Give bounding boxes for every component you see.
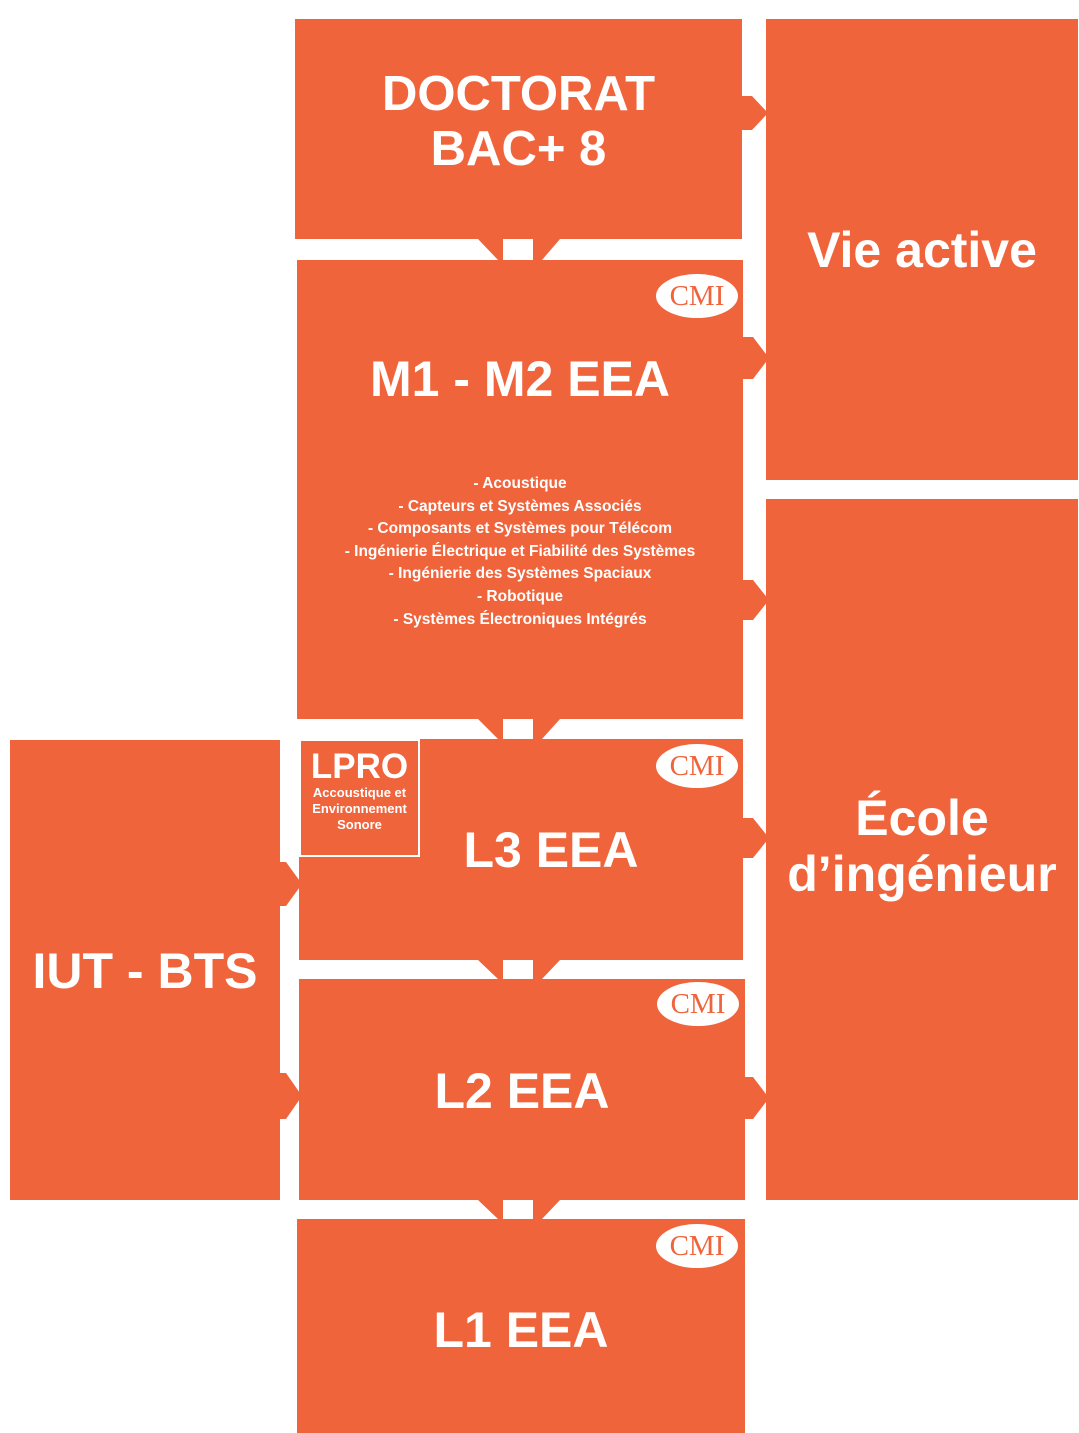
iut-bts-label: IUT - BTS: [32, 943, 258, 999]
vie-active-label: Vie active: [807, 222, 1037, 278]
arrow-right-icon: [743, 580, 769, 620]
arrow-right-icon: [280, 862, 302, 906]
ecole-line2: d’ingénieur: [787, 846, 1057, 902]
doctorat-line1: DOCTORAT: [381, 67, 656, 121]
l2-label: L2 EEA: [434, 1063, 610, 1119]
cmi-badge: CMI: [656, 1224, 738, 1268]
arrow-right-icon: [743, 818, 769, 858]
lpro-line2: Environnement: [312, 801, 407, 816]
speciality-item: - Acoustique: [473, 475, 567, 492]
speciality-item: - Systèmes Électroniques Intégrés: [393, 610, 647, 628]
arrow-right-icon: [742, 96, 768, 130]
cmi-badge: CMI: [657, 982, 739, 1026]
arrow-right-icon: [745, 1077, 769, 1119]
speciality-item: - Robotique: [476, 587, 564, 605]
l3-label: L3 EEA: [463, 822, 639, 878]
speciality-item: - Composants et Systèmes pour Télécom: [367, 520, 673, 538]
speciality-item: - Ingénierie des Systèmes Spaciaux: [388, 565, 652, 583]
arrow-right-icon: [280, 1073, 302, 1119]
cmi-badge: CMI: [656, 274, 738, 318]
speciality-item: - Capteurs et Systèmes Associés: [398, 497, 642, 515]
lpro-line3: Sonore: [337, 817, 382, 832]
arrow-right-icon: [743, 337, 769, 379]
doctorat-line2: BAC+ 8: [430, 121, 607, 176]
ecole-line1: École: [855, 790, 989, 846]
m1-m2-label: M1 - M2 EEA: [369, 351, 671, 407]
l1-label: L1 EEA: [433, 1302, 609, 1358]
cmi-badge: CMI: [656, 744, 738, 788]
lpro-line1: Accoustique et: [312, 785, 407, 800]
lpro-title: LPRO: [310, 747, 409, 786]
speciality-item: - Ingénierie Électrique et Fiabilité des Systèmes: [344, 542, 696, 560]
